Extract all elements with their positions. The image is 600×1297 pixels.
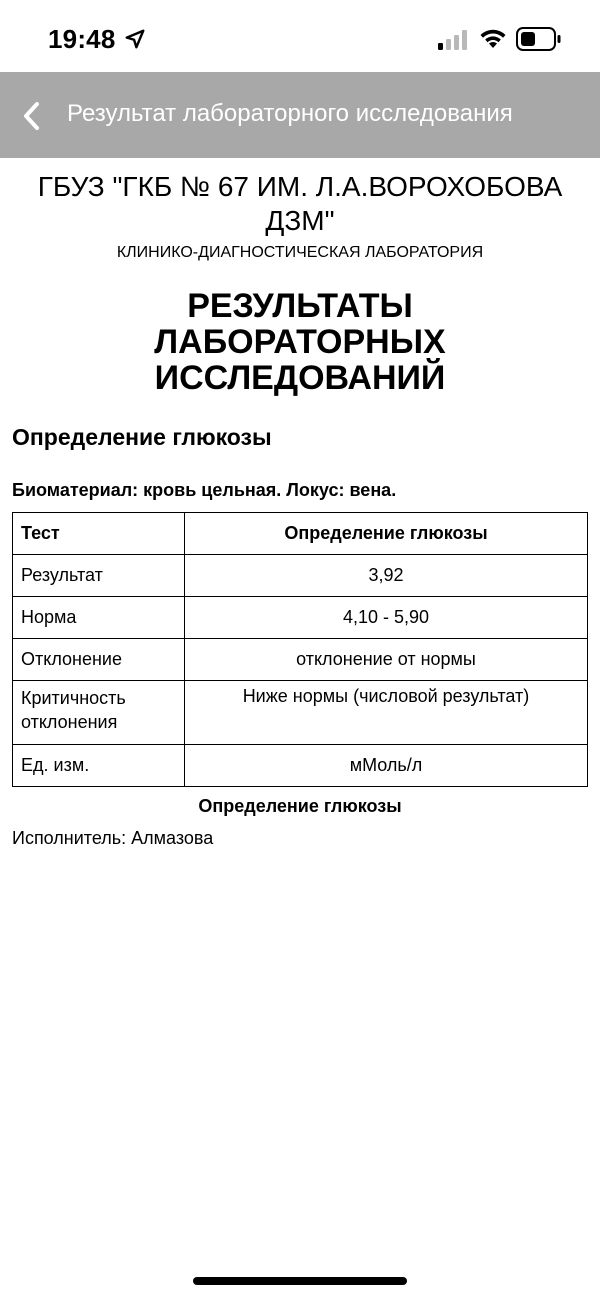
table-row-units [13, 745, 588, 787]
laboratory-name: КЛИНИКО-ДИАГНОСТИЧЕСКАЯ ЛАБОРАТОРИЯ [116, 244, 484, 261]
table-header-label: Тест [13, 513, 185, 555]
organization-name: ГБУЗ "ГКБ № 67 ИМ. Л.А.ВОРОХОБОВА ДЗМ" [37, 171, 563, 236]
chevron-left-icon [14, 96, 50, 136]
cellular-signal-icon [438, 30, 468, 50]
home-indicator[interactable] [193, 1277, 407, 1285]
table-row-deviation [13, 639, 588, 681]
nav-bar [0, 72, 600, 158]
row-label: Критичность отклонения [13, 681, 185, 745]
deviation-value: отклонение от нормы [185, 639, 588, 681]
row-label: Результат [13, 555, 185, 597]
status-time: 19:48 [48, 24, 116, 54]
criticality-value: Ниже нормы (числовой результат) [185, 681, 588, 745]
location-arrow-icon [124, 28, 146, 50]
table-header-value: Определение глюкозы [185, 513, 588, 555]
results-table [12, 512, 588, 787]
result-value: 3,92 [185, 555, 588, 597]
status-bar [0, 0, 600, 72]
wifi-icon [479, 27, 507, 49]
back-button[interactable] [14, 96, 50, 136]
table-row-norm [13, 597, 588, 639]
table-row-criticality [13, 681, 588, 745]
norm-value: 4,10 - 5,90 [185, 597, 588, 639]
table-row-result [13, 555, 588, 597]
biomaterial-info: Биоматериал: кровь цельная. Локус: вена. [12, 480, 397, 500]
row-label: Отклонение [13, 639, 185, 681]
table-header-row [13, 513, 588, 555]
battery-icon [516, 27, 562, 51]
executor-info: Исполнитель: Алмазова [12, 828, 214, 848]
row-label: Ед. изм. [13, 745, 185, 787]
table-caption: Определение глюкозы [198, 796, 402, 816]
units-value: мМоль/л [185, 745, 588, 787]
test-title: Определение глюкозы [12, 424, 272, 450]
nav-title: Результат лабораторного исследования [67, 100, 513, 127]
row-label: Норма [13, 597, 185, 639]
document-heading: РЕЗУЛЬТАТЫ ЛАБОРАТОРНЫХ ИССЛЕДОВАНИЙ [154, 287, 446, 397]
